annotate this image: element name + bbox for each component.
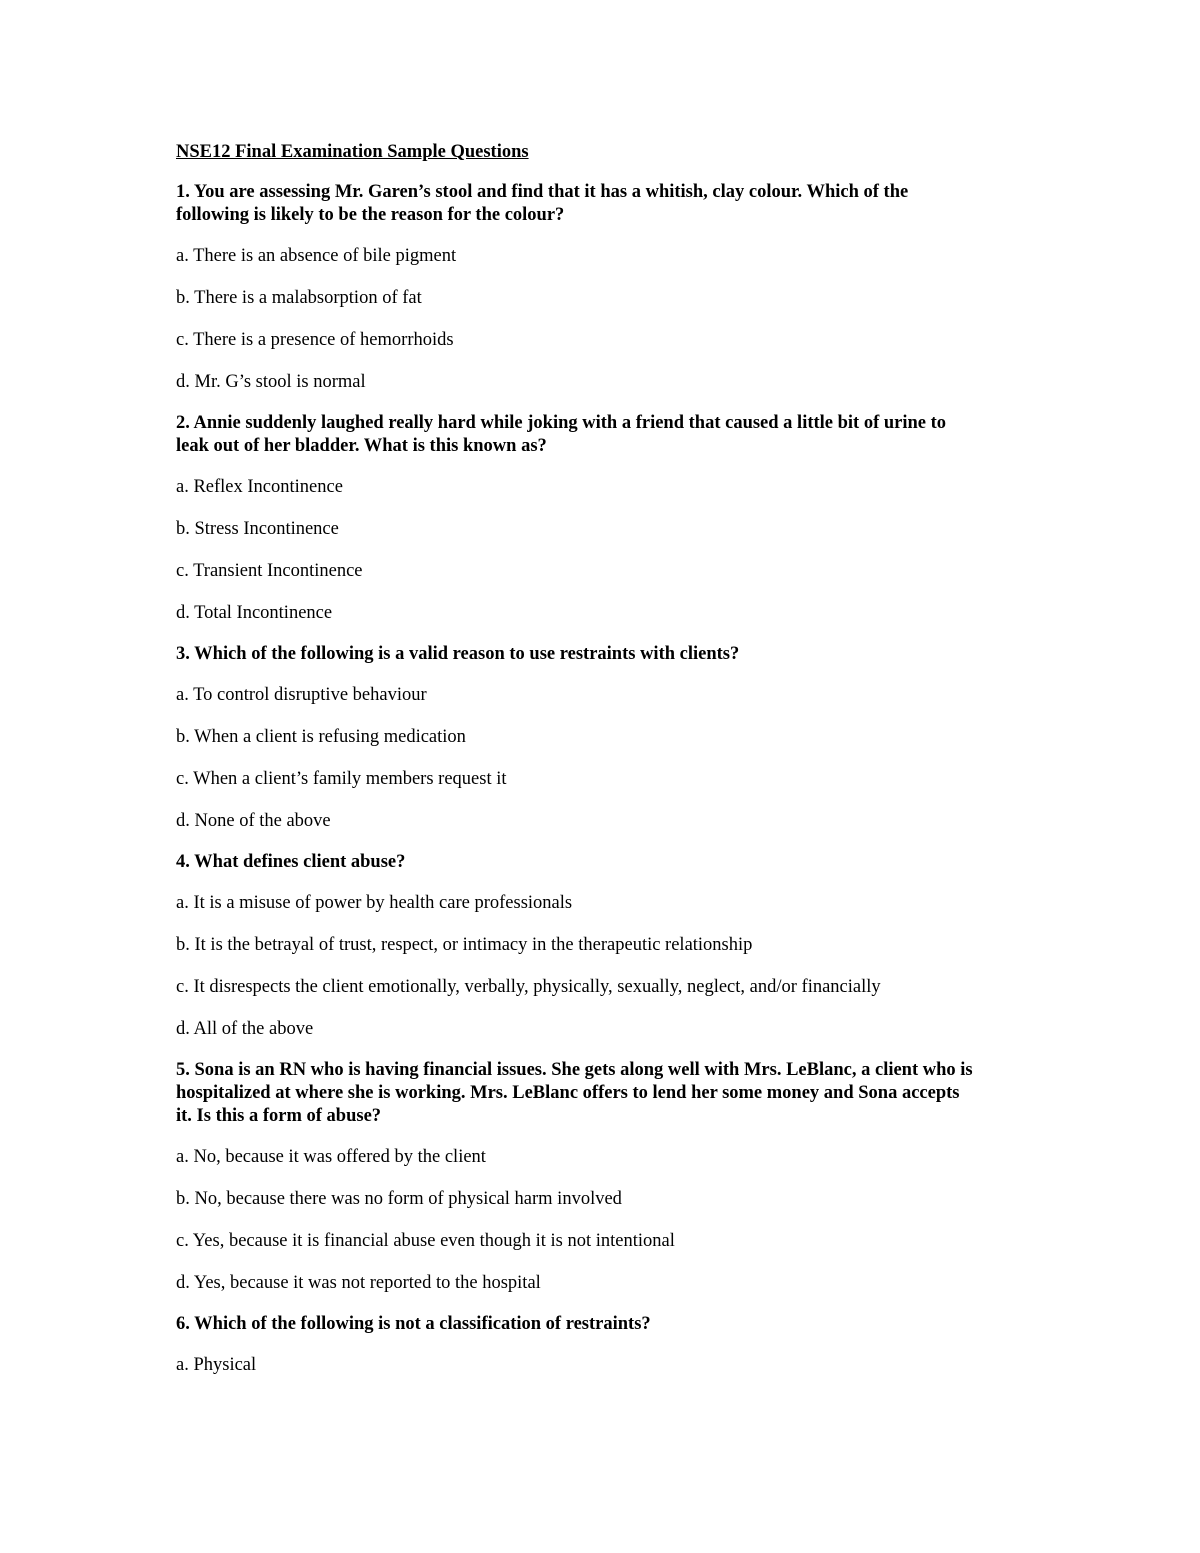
- document-page: [176, 140, 1036, 1395]
- question-block-6: [176, 1313, 1036, 1377]
- page-title: NSE12 Final Examination Sample Questions: [176, 142, 529, 162]
- answer-option: b. When a client is refusing medication: [176, 727, 466, 747]
- answer-option: c. Transient Incontinence: [176, 561, 363, 581]
- answer-option: b. There is a malabsorption of fat: [176, 288, 422, 308]
- answer-option: a. It is a misuse of power by health care professionals: [176, 893, 573, 913]
- question-text: 4. What defines client abuse?: [176, 852, 406, 872]
- answer-option: d. None of the above: [176, 811, 331, 831]
- question-block-2: [176, 412, 1036, 625]
- question-text: 6. Which of the following is not a classification of restraints?: [176, 1314, 651, 1334]
- answer-option: b. It is the betrayal of trust, respect, or intimacy in the therapeutic relationship: [176, 935, 753, 955]
- answer-option: a. Physical: [176, 1355, 257, 1375]
- question-text: 5. Sona is an RN who is having financial issues. She gets along well with Mrs. LeBlanc, a client who is hospitalized at where she is working. Mrs. LeBlanc offers to lend her some money and Sona accepts it. Is this a form of abuse?: [176, 1060, 973, 1126]
- question-text: 3. Which of the following is a valid reason to use restraints with clients?: [176, 644, 740, 664]
- answer-option: a. Reflex Incontinence: [176, 477, 343, 497]
- answer-option: a. There is an absence of bile pigment: [176, 246, 457, 266]
- question-block-1: [176, 181, 1036, 394]
- question-block-5: [176, 1059, 1036, 1295]
- answer-option: c. It disrespects the client emotionally, verbally, physically, sexually, neglect, and/or financially: [176, 977, 881, 997]
- answer-option: d. Mr. G’s stool is normal: [176, 372, 366, 392]
- question-text: 1. You are assessing Mr. Garen’s stool and find that it has a whitish, clay colour. Which of the following is likely to be the reason for the colour?: [176, 182, 909, 225]
- question-block-4: [176, 851, 1036, 1041]
- answer-option: d. Total Incontinence: [176, 603, 333, 623]
- answer-option: c. Yes, because it is financial abuse even though it is not intentional: [176, 1231, 675, 1251]
- question-block-3: [176, 643, 1036, 833]
- answer-option: c. There is a presence of hemorrhoids: [176, 330, 454, 350]
- answer-option: d. All of the above: [176, 1019, 314, 1039]
- answer-option: a. To control disruptive behaviour: [176, 685, 427, 705]
- answer-option: b. No, because there was no form of physical harm involved: [176, 1189, 622, 1209]
- answer-option: c. When a client’s family members request it: [176, 769, 507, 789]
- answer-option: a. No, because it was offered by the client: [176, 1147, 486, 1167]
- answer-option: d. Yes, because it was not reported to the hospital: [176, 1273, 541, 1293]
- answer-option: b. Stress Incontinence: [176, 519, 339, 539]
- question-text: 2. Annie suddenly laughed really hard while joking with a friend that caused a little bit of urine to leak out of her bladder. What is this known as?: [176, 413, 947, 456]
